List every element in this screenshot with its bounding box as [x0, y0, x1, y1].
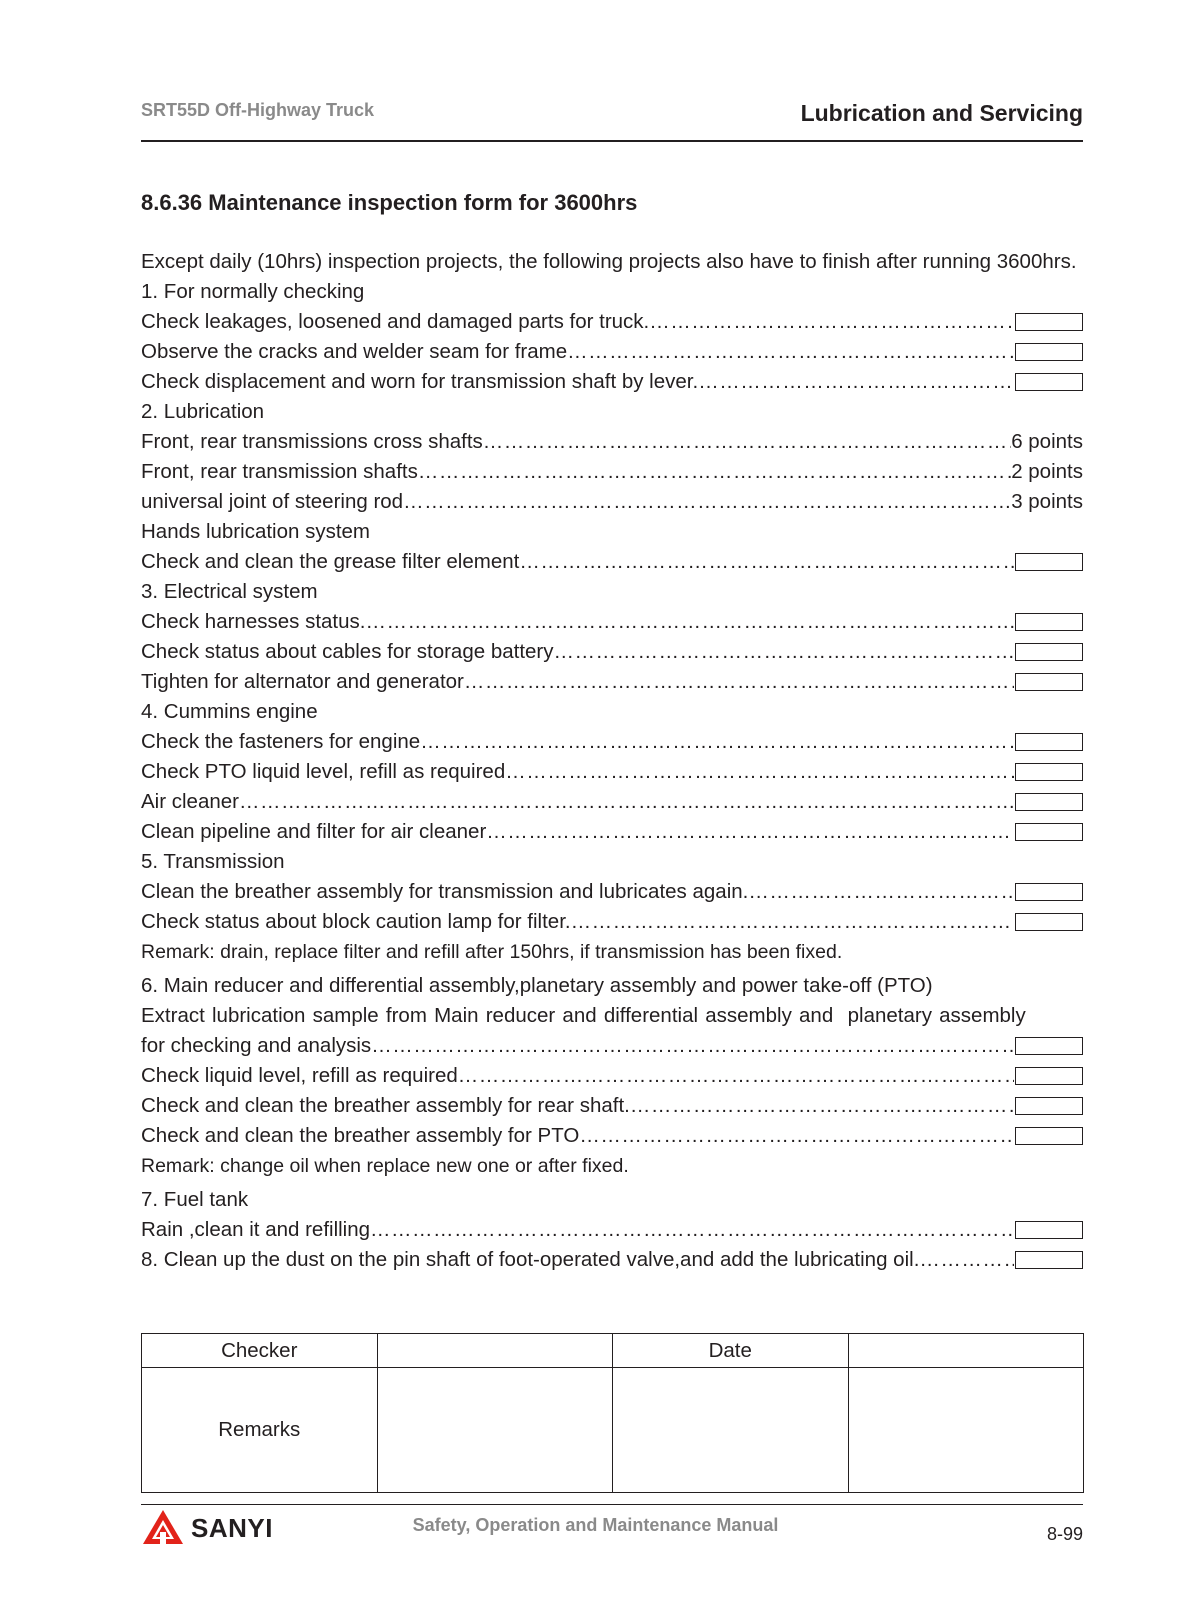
leader-dots [371, 1031, 1014, 1061]
table-row [142, 1368, 1084, 1493]
section-2-subheading: Hands lubrication system [141, 520, 371, 543]
item-label: Clean the breather assembly for transmission and lubricates again. [141, 880, 749, 903]
checkbox[interactable] [1015, 913, 1083, 931]
section-4-heading: 4. Cummins engine [141, 700, 318, 723]
item-label: universal joint of steering rod [141, 490, 404, 513]
leader-dots [403, 487, 1011, 517]
checklist-item [141, 757, 1083, 787]
leader-dots [919, 1245, 1014, 1275]
item-label: for checking and analysis [141, 1034, 372, 1057]
checklist-item [141, 907, 1083, 937]
lubrication-point-item [141, 457, 1083, 487]
checklist-item [141, 667, 1083, 697]
leader-dots [464, 667, 1014, 697]
checkbox[interactable] [1015, 553, 1083, 571]
checkbox[interactable] [1015, 343, 1083, 361]
item-label: Clean pipeline and filter for air cleaner [141, 820, 487, 843]
table-row [142, 1334, 1084, 1368]
checklist-item [141, 1215, 1083, 1245]
checklist-item [141, 337, 1083, 367]
checker-field[interactable] [377, 1334, 613, 1368]
checklist-item [141, 787, 1083, 817]
leader-dots [420, 727, 1014, 757]
item-label: Check and clean the breather assembly for PTO [141, 1124, 580, 1147]
date-field[interactable] [848, 1334, 1084, 1368]
item-label: Observe the cracks and welder seam for frame [141, 340, 568, 363]
item-label: Check and clean the grease filter element [141, 550, 520, 573]
leader-dots [370, 1215, 1014, 1245]
item-label: Check leakages, loosened and damaged parts for truck. [141, 310, 650, 333]
lubrication-point-item [141, 487, 1083, 517]
checklist-item [141, 607, 1083, 637]
remarks-field[interactable] [848, 1368, 1084, 1493]
header-doc-title: SRT55D Off-Highway Truck [141, 100, 375, 120]
leader-dots [698, 367, 1014, 397]
leader-dots [519, 547, 1014, 577]
points-count: 2 points [1011, 460, 1083, 483]
item-label: Check the fasteners for engine [141, 730, 421, 753]
footer-manual-title: Safety, Operation and Maintenance Manual [412, 1515, 779, 1535]
leader-dots [579, 1121, 1014, 1151]
checklist-item [141, 367, 1083, 397]
section-5-heading: 5. Transmission [141, 850, 285, 873]
item-label: Check PTO liquid level, refill as required [141, 760, 506, 783]
leader-dots [505, 757, 1014, 787]
item-label: Check status about block caution lamp for filter. [141, 910, 571, 933]
checklist-item [141, 727, 1083, 757]
points-count: 6 points [1011, 430, 1083, 453]
sign-off-table [141, 1333, 1084, 1493]
leader-dots [458, 1061, 1014, 1091]
item-label: Tighten for alternator and generator [141, 670, 464, 693]
leader-dots [365, 607, 1014, 637]
checkbox[interactable] [1015, 733, 1083, 751]
remarks-field[interactable] [613, 1368, 849, 1493]
checkbox[interactable] [1015, 673, 1083, 691]
leader-dots [554, 637, 1014, 667]
checklist-item [141, 547, 1083, 577]
checkbox[interactable] [1015, 373, 1083, 391]
points-count: 3 points [1011, 490, 1083, 513]
checkbox[interactable] [1015, 763, 1083, 781]
leader-dots [567, 337, 1014, 367]
checklist-item [141, 1061, 1083, 1091]
checkbox[interactable] [1015, 823, 1083, 841]
item-label: Check displacement and worn for transmission shaft by lever. [141, 370, 699, 393]
checkbox[interactable] [1015, 1097, 1083, 1115]
checklist-item [141, 877, 1083, 907]
item-label: Check status about cables for storage battery [141, 640, 554, 663]
checker-label: Checker [142, 1334, 378, 1368]
checklist-item [141, 1121, 1083, 1151]
form-content [141, 247, 1083, 1275]
item-label: Rain ,clean it and refilling [141, 1218, 371, 1241]
checklist-item [141, 1245, 1083, 1275]
item-label: 8. Clean up the dust on the pin shaft of foot-operated valve,and add the lubricating oil. [141, 1248, 920, 1271]
section-6-heading: 6. Main reducer and differential assembly,planetary assembly and power take-off (PTO) [141, 974, 933, 997]
section-7-heading: 7. Fuel tank [141, 1188, 249, 1211]
footer-rule [141, 1504, 1083, 1505]
checkbox[interactable] [1015, 883, 1083, 901]
checklist-item [141, 637, 1083, 667]
leader-dots [630, 1091, 1014, 1121]
header-rule [141, 140, 1083, 142]
section-5-remark: Remark: drain, replace filter and refill after 150hrs, if transmission has been fixed. [141, 941, 843, 963]
date-label: Date [613, 1334, 849, 1368]
leader-dots [483, 427, 1011, 457]
paragraph-line: Extract lubrication sample from Main reducer and differential assembly and planetary assembly [141, 1004, 1026, 1027]
checkbox[interactable] [1015, 613, 1083, 631]
checkbox[interactable] [1015, 793, 1083, 811]
item-label: Air cleaner [141, 790, 239, 813]
leader-dots [571, 907, 1014, 937]
checkbox[interactable] [1015, 643, 1083, 661]
item-label: Check liquid level, refill as required [141, 1064, 458, 1087]
item-label: Check and clean the breather assembly for rear shaft. [141, 1094, 630, 1117]
remarks-label: Remarks [142, 1368, 378, 1493]
leader-dots [418, 457, 1011, 487]
section-title: 8.6.36 Maintenance inspection form for 3600hrs [141, 190, 638, 215]
checkbox[interactable] [1015, 313, 1083, 331]
leader-dots [649, 307, 1014, 337]
checkbox[interactable] [1015, 1037, 1083, 1055]
item-label: Check harnesses status. [141, 610, 366, 633]
checklist-item [141, 1031, 1083, 1061]
lubrication-point-item [141, 427, 1083, 457]
checkbox[interactable] [1015, 1127, 1083, 1145]
item-label: Front, rear transmission shafts [141, 460, 418, 483]
section-1-heading: 1. For normally checking [141, 280, 365, 303]
checkbox[interactable] [1015, 1251, 1083, 1269]
section-2-heading: 2. Lubrication [141, 400, 265, 423]
leader-dots [748, 877, 1014, 907]
checkbox[interactable] [1015, 1067, 1083, 1085]
checklist-item [141, 307, 1083, 337]
page-number: 8-99 [1046, 1524, 1083, 1544]
section-6-remark: Remark: change oil when replace new one or after fixed. [141, 1155, 629, 1177]
header-chapter-title: Lubrication and Servicing [800, 100, 1083, 126]
checklist-item [141, 817, 1083, 847]
logo-wordmark: SANYI [191, 1512, 273, 1543]
leader-dots [486, 817, 1014, 847]
section-6-paragraph [141, 1001, 1083, 1031]
checklist-item [141, 1091, 1083, 1121]
leader-dots [239, 787, 1014, 817]
intro-paragraph: Except daily (10hrs) inspection projects, the following projects also have to finish after running 3600hrs. [141, 250, 1077, 273]
remarks-field[interactable] [377, 1368, 613, 1493]
section-3-heading: 3. Electrical system [141, 580, 318, 603]
checkbox[interactable] [1015, 1221, 1083, 1239]
item-label: Front, rear transmissions cross shafts [141, 430, 483, 453]
